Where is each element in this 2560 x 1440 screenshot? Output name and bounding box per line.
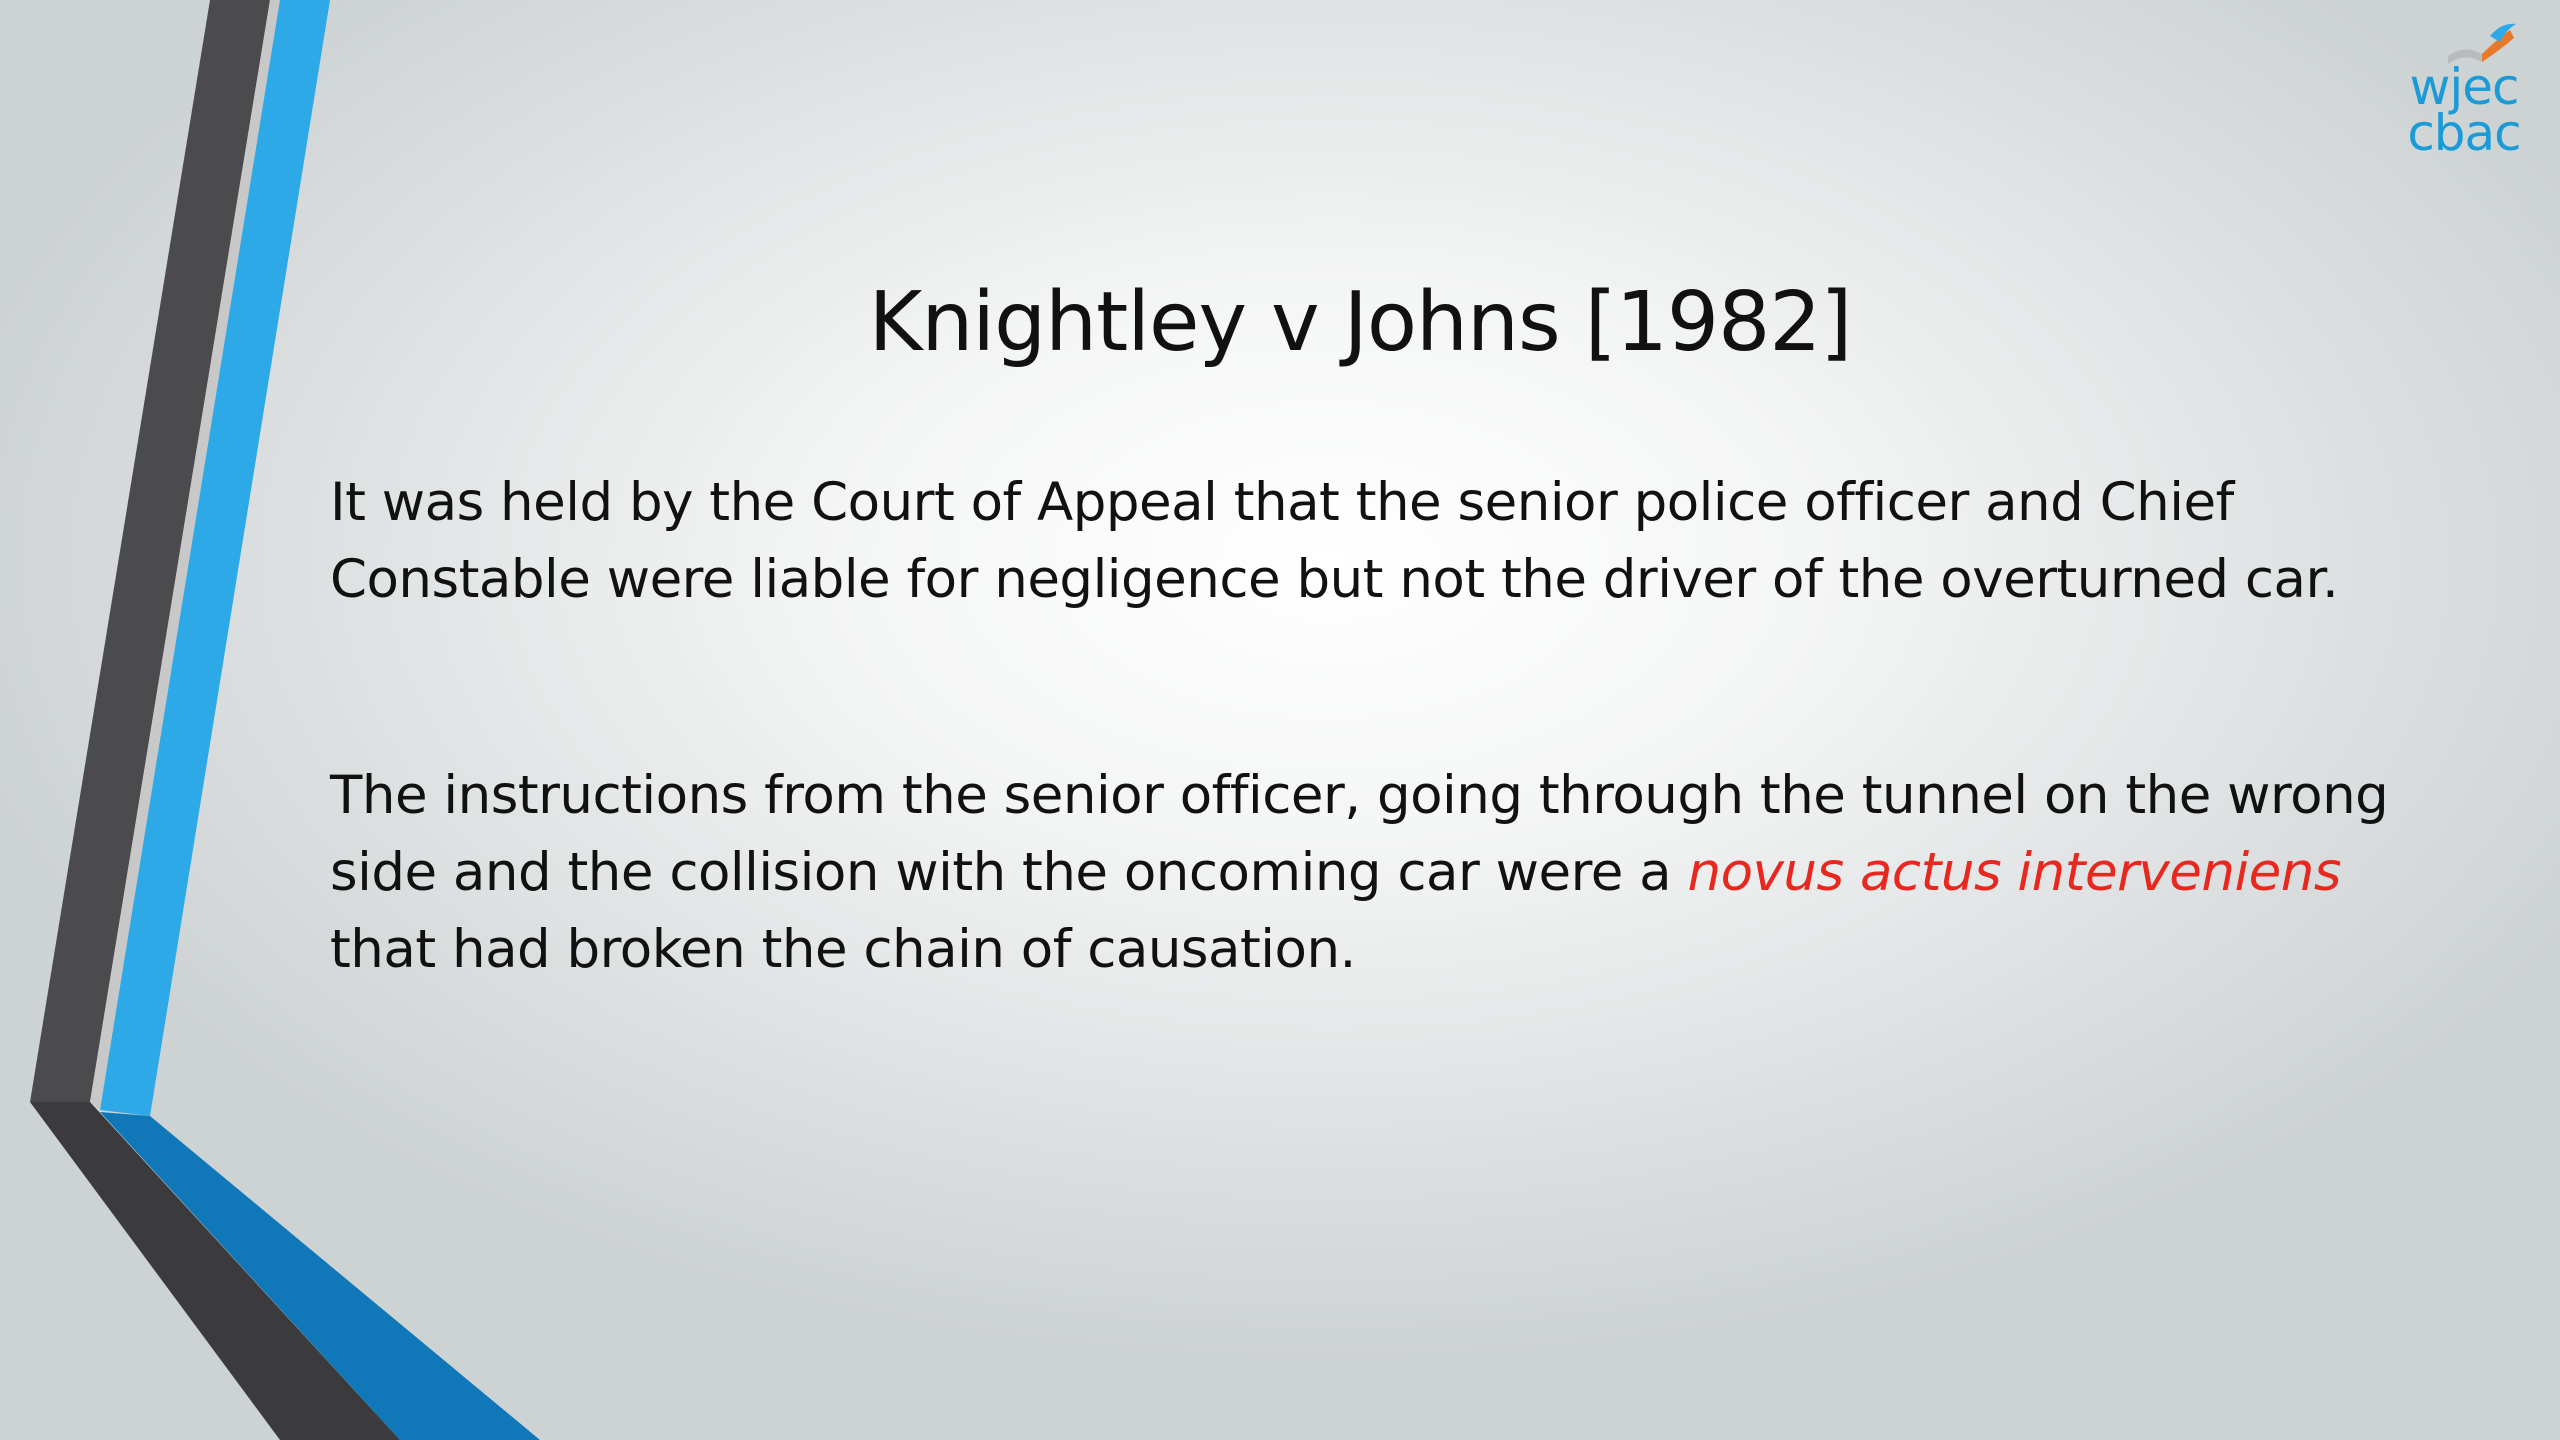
paragraph-causation (330, 757, 2410, 988)
paragraph-causation-text: The instructions from the senior officer, going through the tunnel on the wrong side and the collision with the oncoming car were a (330, 765, 2389, 903)
logo-text-cbac: cbac (2407, 104, 2521, 162)
wjec-cbac-logo (2384, 20, 2534, 170)
paragraph-ruling: It was held by the Court of Appeal that the senior police officer and Chief Constable were liable for negligence but not the driver of the overturned car. (330, 472, 2339, 610)
paragraph-causation-end: that had broken the chain of causation. (330, 919, 1356, 980)
logo-text-wjec: wjec (2409, 58, 2519, 116)
slide-title: Knightley v Johns [1982] (868, 275, 1852, 370)
dark-gray-lower-stripe (30, 1102, 400, 1440)
latin-term: novus actus interveniens (1687, 842, 2341, 903)
